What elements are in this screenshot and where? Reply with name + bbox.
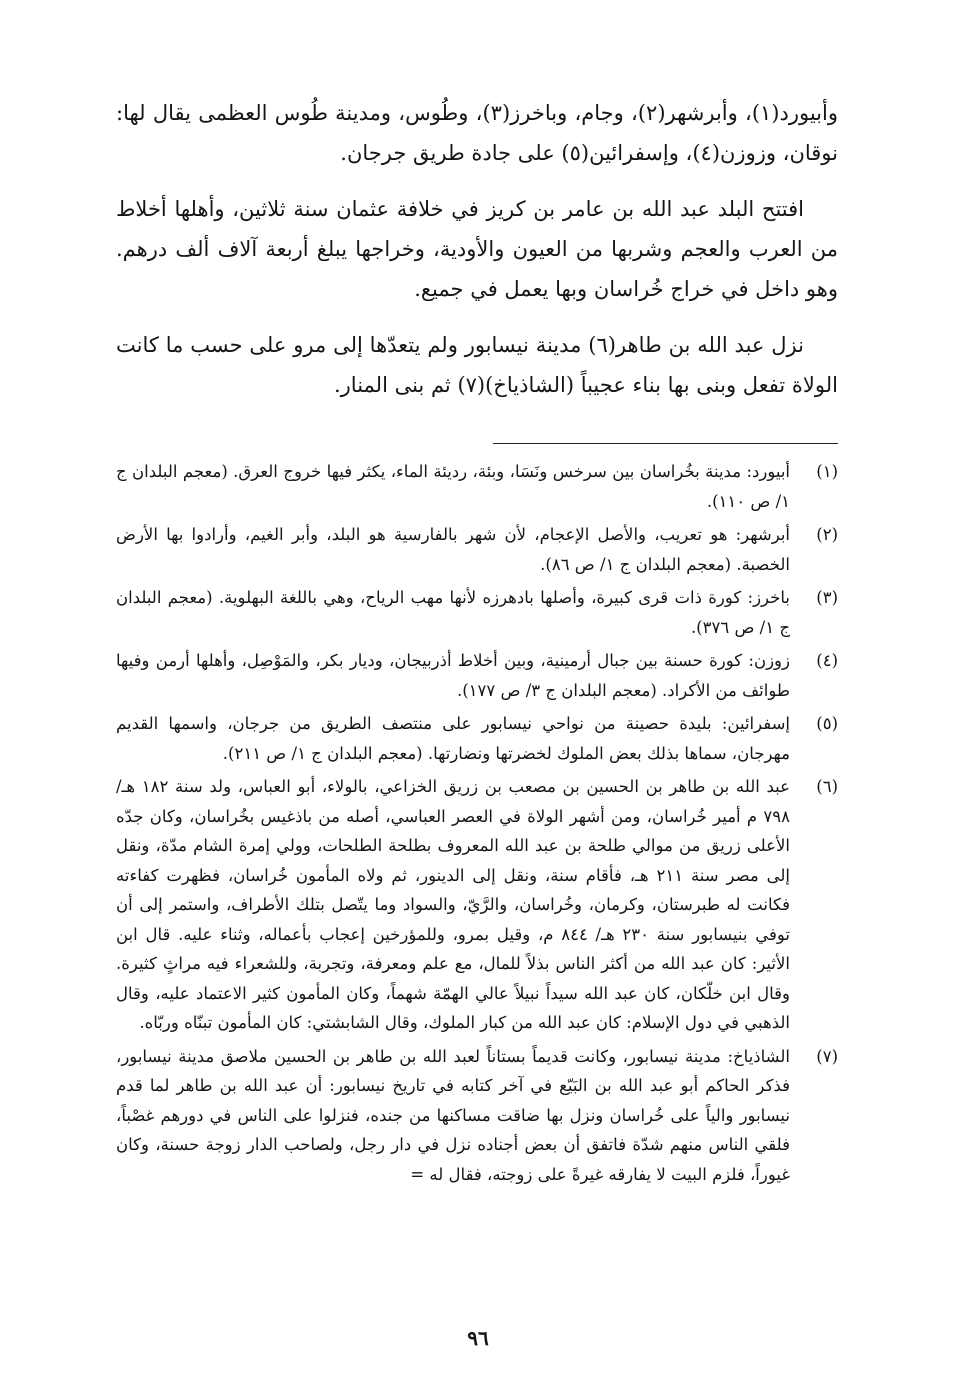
page-number: ٩٦ bbox=[467, 1326, 489, 1350]
footnote-text: الشاذياخ: مدينة نيسابور، وكانت قديماً بستاناً لعبد الله بن طاهر بن الحسين ملاصق مدينة نيسابور، فذكر الحاكم أبو عبد الله بن البَيّع في آخر كتابه في تاريخ نيسابور: أن عبد الله بن طاهر لما قدم نيسابور والياً على خُراسان ونزل بها ضاقت مساكنها من جنده، فنزلوا على الناس في دورهم غصْباً، فلقي الناس منهم شدّة فاتفق أن بعض أجناده نزل في دار رجل، ولصاحب الدار زوجة حسنة، وكان غيوراً، فلزم البيت لا يفارقه غيرةً على زوجته، فقال له = bbox=[116, 1046, 790, 1184]
paragraph-1: وأبيورد(١)، وأبرشهر(٢)، وجام، وباخرز(٣)، وطُوس، ومدينة طُوس العظمى يقال لها: نوقان، وزوزن(٤)، وإسفرائين(٥) على جادة طريق جرجان. bbox=[116, 101, 838, 165]
footnote-4 bbox=[116, 646, 838, 705]
footnote-number: (٥) bbox=[816, 714, 838, 733]
footnote-text: عبد الله بن طاهر بن الحسين بن مصعب بن زريق الخزاعي، بالولاء، أبو العباس، ولد سنة ١٨٢ هـ/ ٧٩٨ م أمير خُراسان، ومن أشهر الولاة في العصر العباسي، أصله من باذغيس بخُراسان، وكان جدّه الأعلى زريق من موالي طلحة بن عبد الله المعروف بطلحة الطلحات، وولي إمرة الشام مدّة، ونقل إلى مصر سنة ٢١١ هـ، فأقام سنة، ونقل إلى الدينور، ثم ولاه المأمون خُراسان، فظهرت كفاءته فكانت له طبرستان، وكرمان، وخُراسان، والرَّيّ، والسواد وما يتّصل بتلك الأطراف، واستمر إلى أن توفي بنيسابور سنة ٢٣٠ هـ/ ٨٤٤ م، وقيل بمرو، وللمؤرخين إعجاب بأعماله، وثناء عليه. قال ابن الأثير: كان عبد الله من أكثر الناس بذلاً للمال، مع علم ومعرفة، وتجربة، وللشعراء فيه مراثٍ كثيرة. وقال ابن خلّكان، كان عبد الله سيداً نبيلاً عالي الهمّة شهماً، وكان المأمون كثير الاعتماد عليه، وقال الذهبي في دول الإسلام: كان عبد الله من كبار الملوك، وقال الشابشتي: كان المأمون تبنّاه وربّاه. bbox=[116, 777, 791, 1032]
footnote-number: (٧) bbox=[816, 1046, 838, 1066]
footnote-text: إسفرائين: بليدة حصينة من نواحي نيسابور على منتصف الطريق من جرجان، واسمها القديم مهرجان، سماها بذلك بعض الملوك لخضرتها ونضارتها. (معجم البلدان ج ١/ ص ٢١١). bbox=[116, 714, 790, 763]
paragraph-3: نزل عبد الله بن طاهر(٦) مدينة نيسابور ولم يتعدّها إلى مرو على حسب ما كانت الولاة تفعل وبنى بها بناء عجيباً (الشاذياخ)(٧) ثم بنى المنار. bbox=[116, 333, 838, 397]
footnote-number: (٣) bbox=[816, 588, 838, 607]
footnote-3 bbox=[116, 583, 838, 642]
footnote-text: أبيورد: مدينة بخُراسان بين سرخس ونَسَا، وبئة، رديئة الماء، يكثر فيها خروج العرق. (معجم البلدان ج ١/ ص ١١٠). bbox=[116, 462, 790, 511]
footnote-number: (٤) bbox=[816, 651, 838, 670]
footnote-number: (٢) bbox=[816, 525, 838, 544]
footnote-1 bbox=[116, 457, 838, 516]
main-text bbox=[116, 93, 838, 405]
paragraph-2: افتتح البلد عبد الله بن عامر بن كريز في خلافة عثمان سنة ثلاثين، وأهلها أخلاط من العرب والعجم وشربها من العيون والأودية، وخراجها يبلغ أربعة آلاف ألف درهم. وهو داخل في خراج خُراسان وبها يعمل في جميع. bbox=[116, 197, 838, 301]
footnote-5 bbox=[116, 709, 838, 768]
footnote-number: (١) bbox=[816, 462, 838, 481]
footnote-number: (٦) bbox=[816, 777, 838, 796]
footnote-text: باخرز: كورة ذات قرى كبيرة، وأصلها بادهرزه لأنها مهب الرياح، وهي باللغة البهلوية. (معجم البلدان ج ١/ ص ٣٧٦). bbox=[116, 588, 790, 637]
footnote-6 bbox=[116, 772, 838, 1038]
footnote-2 bbox=[116, 520, 838, 579]
footnote-text: أبرشهر: هو تعريب، والأصل الإعجام، لأن شهر بالفارسية هو البلد، وأبر الغيم، وأرادوا بها الأرض الخصبة. (معجم البلدان ج ١/ ص ٨٦). bbox=[116, 525, 790, 574]
footnotes bbox=[116, 457, 838, 1193]
footnote-7 bbox=[116, 1042, 838, 1190]
footnote-text: زوزن: كورة حسنة بين جبال أرمينية، وبين أخلاط أذربيجان، وديار بكر، والمَوْصِل، وأهلها أرمن وفيها طوائف من الأكراد. (معجم البلدان ج ٣/ ص ١٧٧). bbox=[116, 651, 790, 700]
footnote-separator bbox=[493, 443, 838, 444]
